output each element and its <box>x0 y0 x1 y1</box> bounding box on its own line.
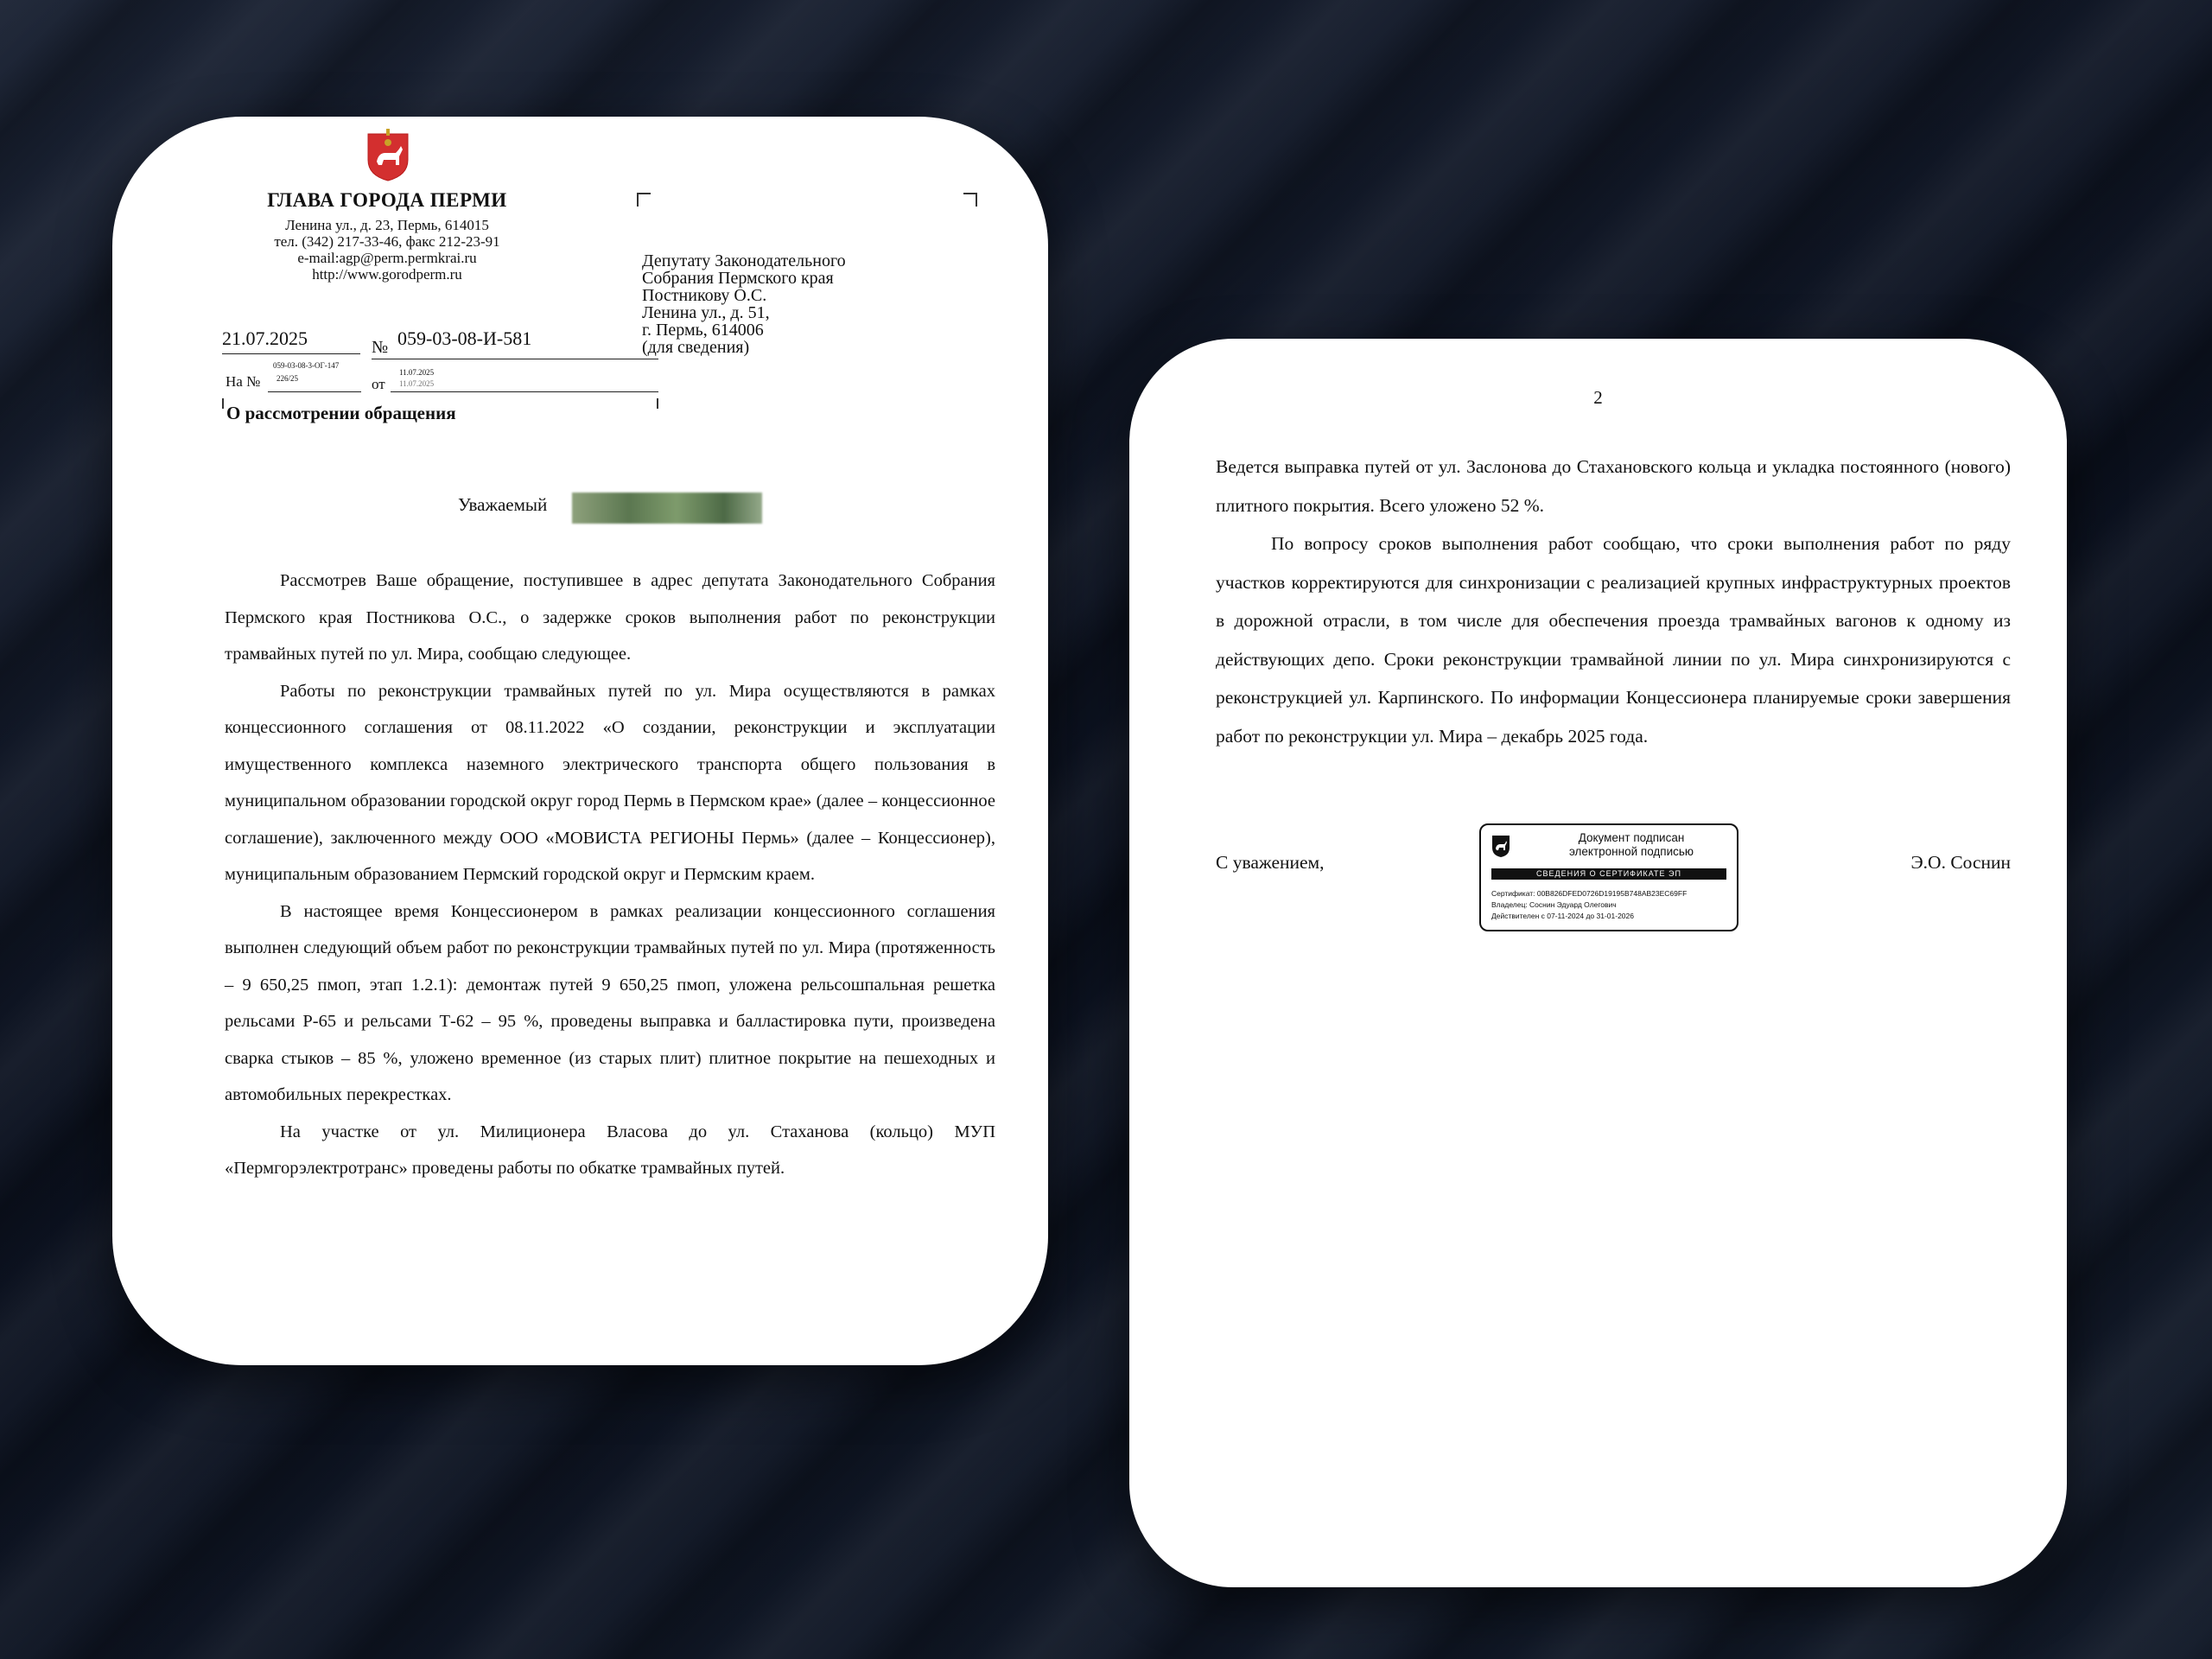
stamp-owner: Владелец: Соснин Эдуард Олегович <box>1491 900 1617 909</box>
ref-underline <box>268 391 361 392</box>
signatory: Э.О. Соснин <box>1910 852 2011 873</box>
ref-number-1: 059-03-08-3-ОГ-147 <box>273 361 340 370</box>
ref-number-2: 226/25 <box>276 374 299 383</box>
letter-page-1 <box>112 117 1048 1365</box>
addressee-block <box>642 252 846 356</box>
registration-date: 21.07.2025 <box>222 327 308 349</box>
org-title: ГЛАВА ГОРОДА ПЕРМИ <box>267 189 507 211</box>
ref-date-1: 11.07.2025 <box>399 368 435 377</box>
org-phone: тел. (342) 217-33-46, факс 212-23-91 <box>274 233 500 250</box>
ref-date-underline <box>391 391 658 392</box>
addressee-line: (для сведения) <box>642 338 750 357</box>
stamp-title-line: электронной подписью <box>1568 845 1694 858</box>
address-corner-left <box>637 193 651 207</box>
registration-number-mark: № <box>372 338 389 357</box>
addressee-line: Постникову О.С. <box>642 286 767 305</box>
paragraph: Рассмотрев Ваше обращение, поступившее в адрес депутата Законодательного Собрания Пермского края Постникова О.С., о задержке сроков выполнения работ по реконструкции трамвайных путей по ул. Мира, сообщаю следующее. <box>225 571 995 664</box>
paragraph: Ведется выправка путей от ул. Заслонова до Стахановского кольца и укладка постоянного (нового) плитного покрытия. Всего уложено 52 %. <box>1216 456 2011 516</box>
stamp-certificate-header: СВЕДЕНИЯ О СЕРТИФИКАТЕ ЭП <box>1491 868 1726 880</box>
addressee-line: Собрания Пермского края <box>642 269 834 288</box>
addressee-line: г. Пермь, 614006 <box>642 321 764 340</box>
stamp-certificate: Сертификат: 00B826DFED0726D19195B748AB23EC69FF <box>1491 889 1688 898</box>
org-website: http://www.gorodperm.ru <box>312 266 462 283</box>
paragraph: По вопросу сроков выполнения работ сообщаю, что сроки выполнения работ по ряду участков корректируются для синхронизации с реализацией крупных инфраструктурных проектов в дорожной отрасли, в том числе для обеспечения проезда трамвайных вагонов к одному из действующих депо. Сроки реконструкции трамвайной линии по ул. Мира синхронизируются с реконструкцией ул. Карпинского. По информации Концессионера планируемые сроки завершения работ по реконструкции ул. Мира – декабрь 2025 года. <box>1216 533 2011 747</box>
reference-label: На № <box>226 373 261 390</box>
letter-body-page-2 <box>1216 448 2011 755</box>
date-underline <box>222 353 360 354</box>
letter-subject: О рассмотрении обращения <box>226 403 456 423</box>
reference-from-label: от <box>372 376 385 392</box>
letterhead <box>190 189 584 283</box>
greeting: Уважаемый <box>458 494 548 515</box>
closing: С уважением, <box>1216 852 1325 873</box>
paragraph: Работы по реконструкции трамвайных путей по ул. Мира осуществляются в рамках концессионного соглашения от 08.11.2022 «О создании, реконструкции и эксплуатации имущественного комплекса наземного электрического транспорта общего пользования в муниципальном образовании городской округ город Пермь в Пермском крае» (далее – концессионное соглашение), заключенного между ООО «МОВИСТА РЕГИОНЫ Пермь» (далее – Концессионер), муниципальным образованием Пермский городской округ и Пермским краем. <box>225 681 995 884</box>
page-number: 2 <box>1593 387 1603 408</box>
stamp-title-line: Документ подписан <box>1578 831 1685 844</box>
letter-body-page-1 <box>225 563 995 1187</box>
stamp-title <box>1533 831 1730 859</box>
address-corner-right <box>963 193 977 207</box>
perm-coat-of-arms-icon <box>365 127 411 182</box>
org-address: Ленина ул., д. 23, Пермь, 614015 <box>285 217 489 233</box>
paragraph: На участке от ул. Милиционера Власова до ул. Стаханова (кольцо) МУП «Пермгорэлектротранс» проведены работы по обкатке трамвайных путей. <box>225 1122 995 1178</box>
org-email: e-mail:agp@perm.permkrai.ru <box>297 250 477 266</box>
subject-corner-right <box>648 398 658 409</box>
ref-date-2: 11.07.2025 <box>399 379 435 388</box>
addressee-line: Депутату Законодательного <box>642 251 846 270</box>
electronic-signature-stamp <box>1479 823 1738 931</box>
paragraph: В настоящее время Концессионером в рамках реализации концессионного соглашения выполнен следующий объем работ по реконструкции трамвайных путей по ул. Мира (протяженность – 9 650,25 пмоп, этап 1.2.1): демонтаж путей 9 650,25 пмоп, уложена рельсошпальная решетка рельсами Р-65 и рельсами Т-62 – 95 %, проведены выправка и балластировка пути, произведена сварка стыков – 85 %, уложено временное (из старых плит) плитное покрытие на пешеходных и автомобильных перекрестках. <box>225 901 995 1104</box>
redacted-name <box>572 493 762 524</box>
addressee-line: Ленина ул., д. 51, <box>642 303 770 322</box>
stamp-coat-of-arms-icon <box>1491 832 1510 858</box>
letter-page-2 <box>1129 339 2067 1587</box>
stamp-validity: Действителен с 07-11-2024 до 31-01-2026 <box>1491 912 1634 920</box>
registration-number: 059-03-08-И-581 <box>397 327 532 349</box>
